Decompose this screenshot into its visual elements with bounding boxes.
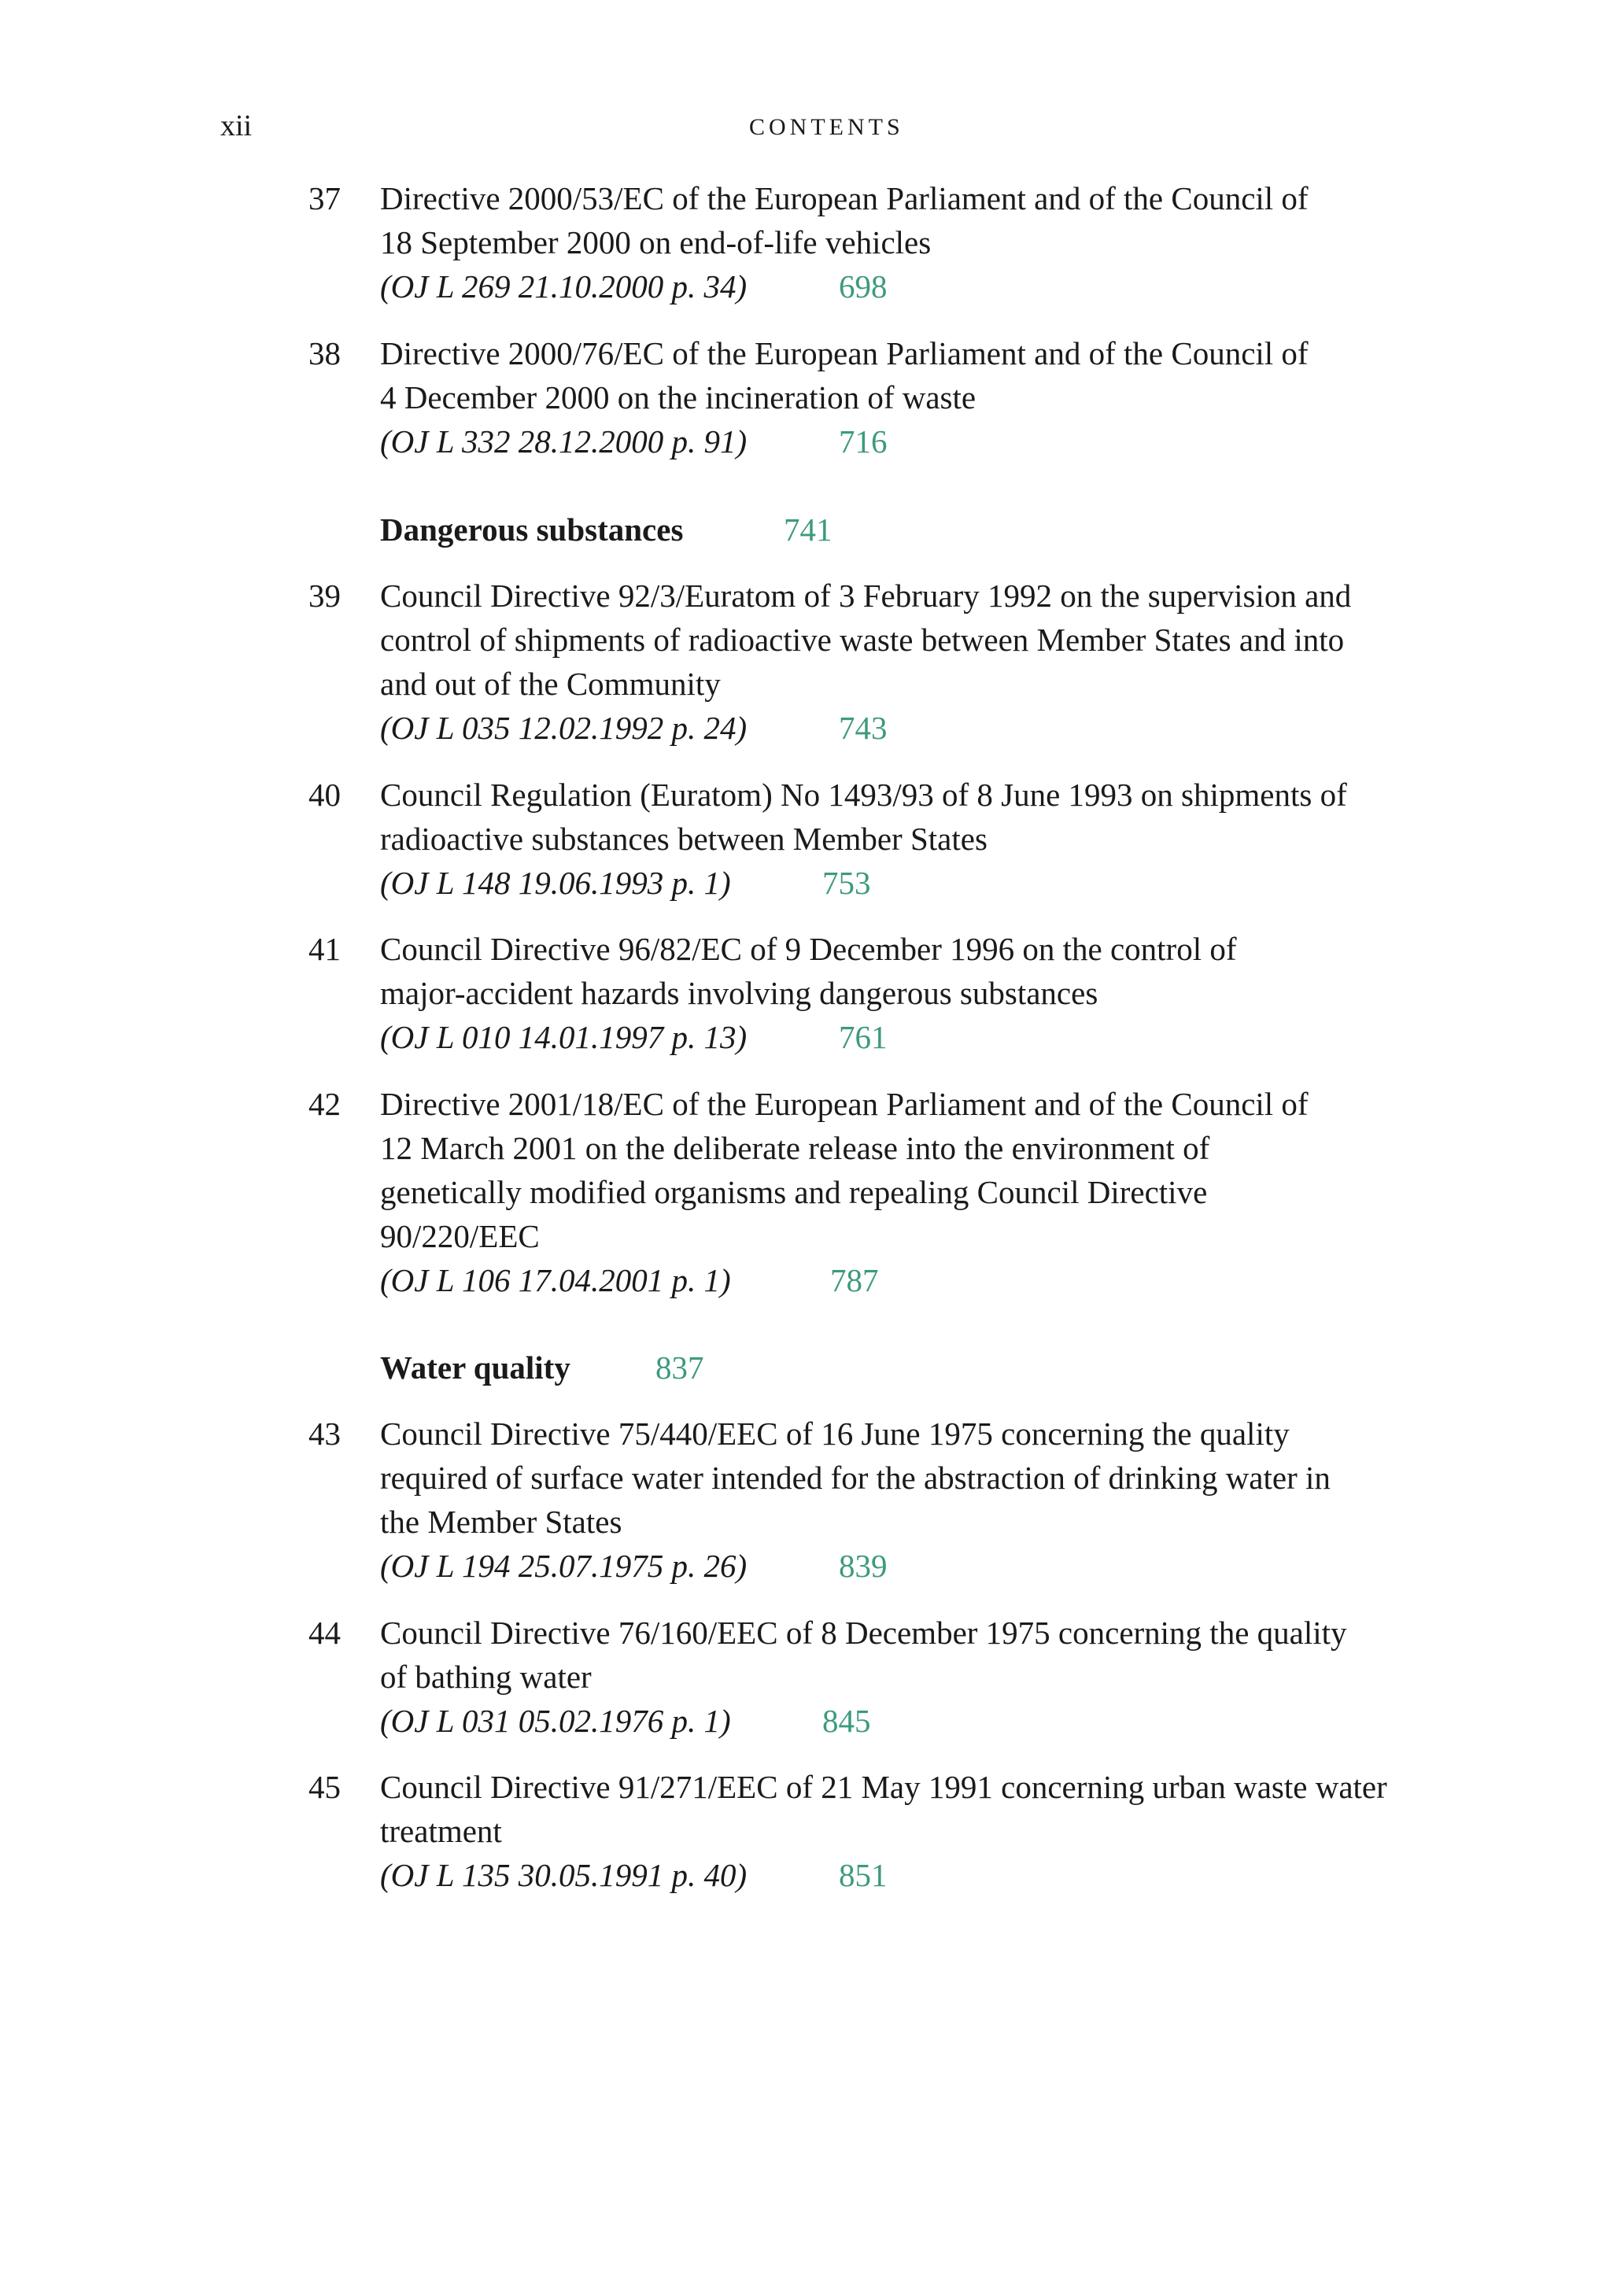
entry-title: Council Directive 75/440/EEC of 16 June 1975 concerning the quality required of surface water intended for the abstraction of drinking water in the Member States <box>380 1416 1331 1540</box>
entry-page-number[interactable]: 845 <box>822 1703 871 1739</box>
entry-reference: (OJ L 269 21.10.2000 p. 34) <box>380 268 748 305</box>
entry-page-number[interactable]: 851 <box>839 1857 888 1893</box>
entry-number: 38 <box>308 335 341 371</box>
part-title: Dangerous substances <box>380 511 684 548</box>
entry-title: Council Directive 76/160/EEC of 8 December 1975 concerning the quality of bathing water <box>380 1615 1347 1695</box>
entry-reference: (OJ L 148 19.06.1993 p. 1) <box>380 865 731 901</box>
entry-page-number[interactable]: 761 <box>839 1019 888 1055</box>
entry-title: Council Directive 91/271/EEC of 21 May 1991 concerning urban waste water treatment <box>380 1769 1387 1849</box>
part-page-number[interactable]: 741 <box>784 511 832 548</box>
entry-page-number[interactable]: 839 <box>839 1548 888 1584</box>
entry-reference: (OJ L 010 14.01.1997 p. 13) <box>380 1019 748 1055</box>
entry-number: 39 <box>308 578 341 614</box>
part-page-number[interactable]: 837 <box>655 1349 704 1386</box>
entry-title: Council Directive 96/82/EC of 9 December 1996 on the control of major-accident hazards involving dangerous substances <box>380 931 1237 1011</box>
entry-number: 43 <box>308 1416 341 1452</box>
entry-page-number[interactable]: 753 <box>822 865 871 901</box>
running-head: CONTENTS <box>749 114 904 140</box>
entry-number: 41 <box>308 931 341 967</box>
page-folio: xii <box>220 109 253 142</box>
entry-page-number[interactable]: 716 <box>839 423 888 460</box>
entry-reference: (OJ L 031 05.02.1976 p. 1) <box>380 1703 731 1739</box>
entry-title: Council Directive 92/3/Euratom of 3 February 1992 on the supervision and control of shipments of radioactive waste between Member States and into and out of the Community <box>380 578 1352 702</box>
entry-page-number[interactable]: 787 <box>830 1262 879 1298</box>
entry-title: Directive 2000/53/EC of the European Parliament and of the Council of 18 September 2000 on end-of-life vehicles <box>380 180 1309 260</box>
entry-number: 45 <box>308 1769 341 1805</box>
entry-reference: (OJ L 035 12.02.1992 p. 24) <box>380 710 748 746</box>
entry-title: Directive 2001/18/EC of the European Parliament and of the Council of 12 March 2001 on the deliberate release into the environment of genetically modified organisms and repealing Council Directive 90/220/EEC <box>380 1086 1309 1254</box>
entry-number: 37 <box>308 180 341 216</box>
entry-number: 44 <box>308 1615 341 1651</box>
entry-reference: (OJ L 135 30.05.1991 p. 40) <box>380 1857 748 1893</box>
entry-number: 42 <box>308 1086 341 1122</box>
entry-page-number[interactable]: 743 <box>839 710 888 746</box>
entry-number: 40 <box>308 777 341 813</box>
entry-title: Council Regulation (Euratom) No 1493/93 of 8 June 1993 on shipments of radioactive substances between Member States <box>380 777 1347 857</box>
entry-reference: (OJ L 194 25.07.1975 p. 26) <box>380 1548 748 1584</box>
entry-reference: (OJ L 106 17.04.2001 p. 1) <box>380 1262 731 1298</box>
part-title: Water quality <box>380 1349 570 1386</box>
entry-title: Directive 2000/76/EC of the European Parliament and of the Council of 4 December 2000 on the incineration of waste <box>380 335 1309 415</box>
entry-reference: (OJ L 332 28.12.2000 p. 91) <box>380 423 748 460</box>
entry-page-number[interactable]: 698 <box>839 268 888 305</box>
